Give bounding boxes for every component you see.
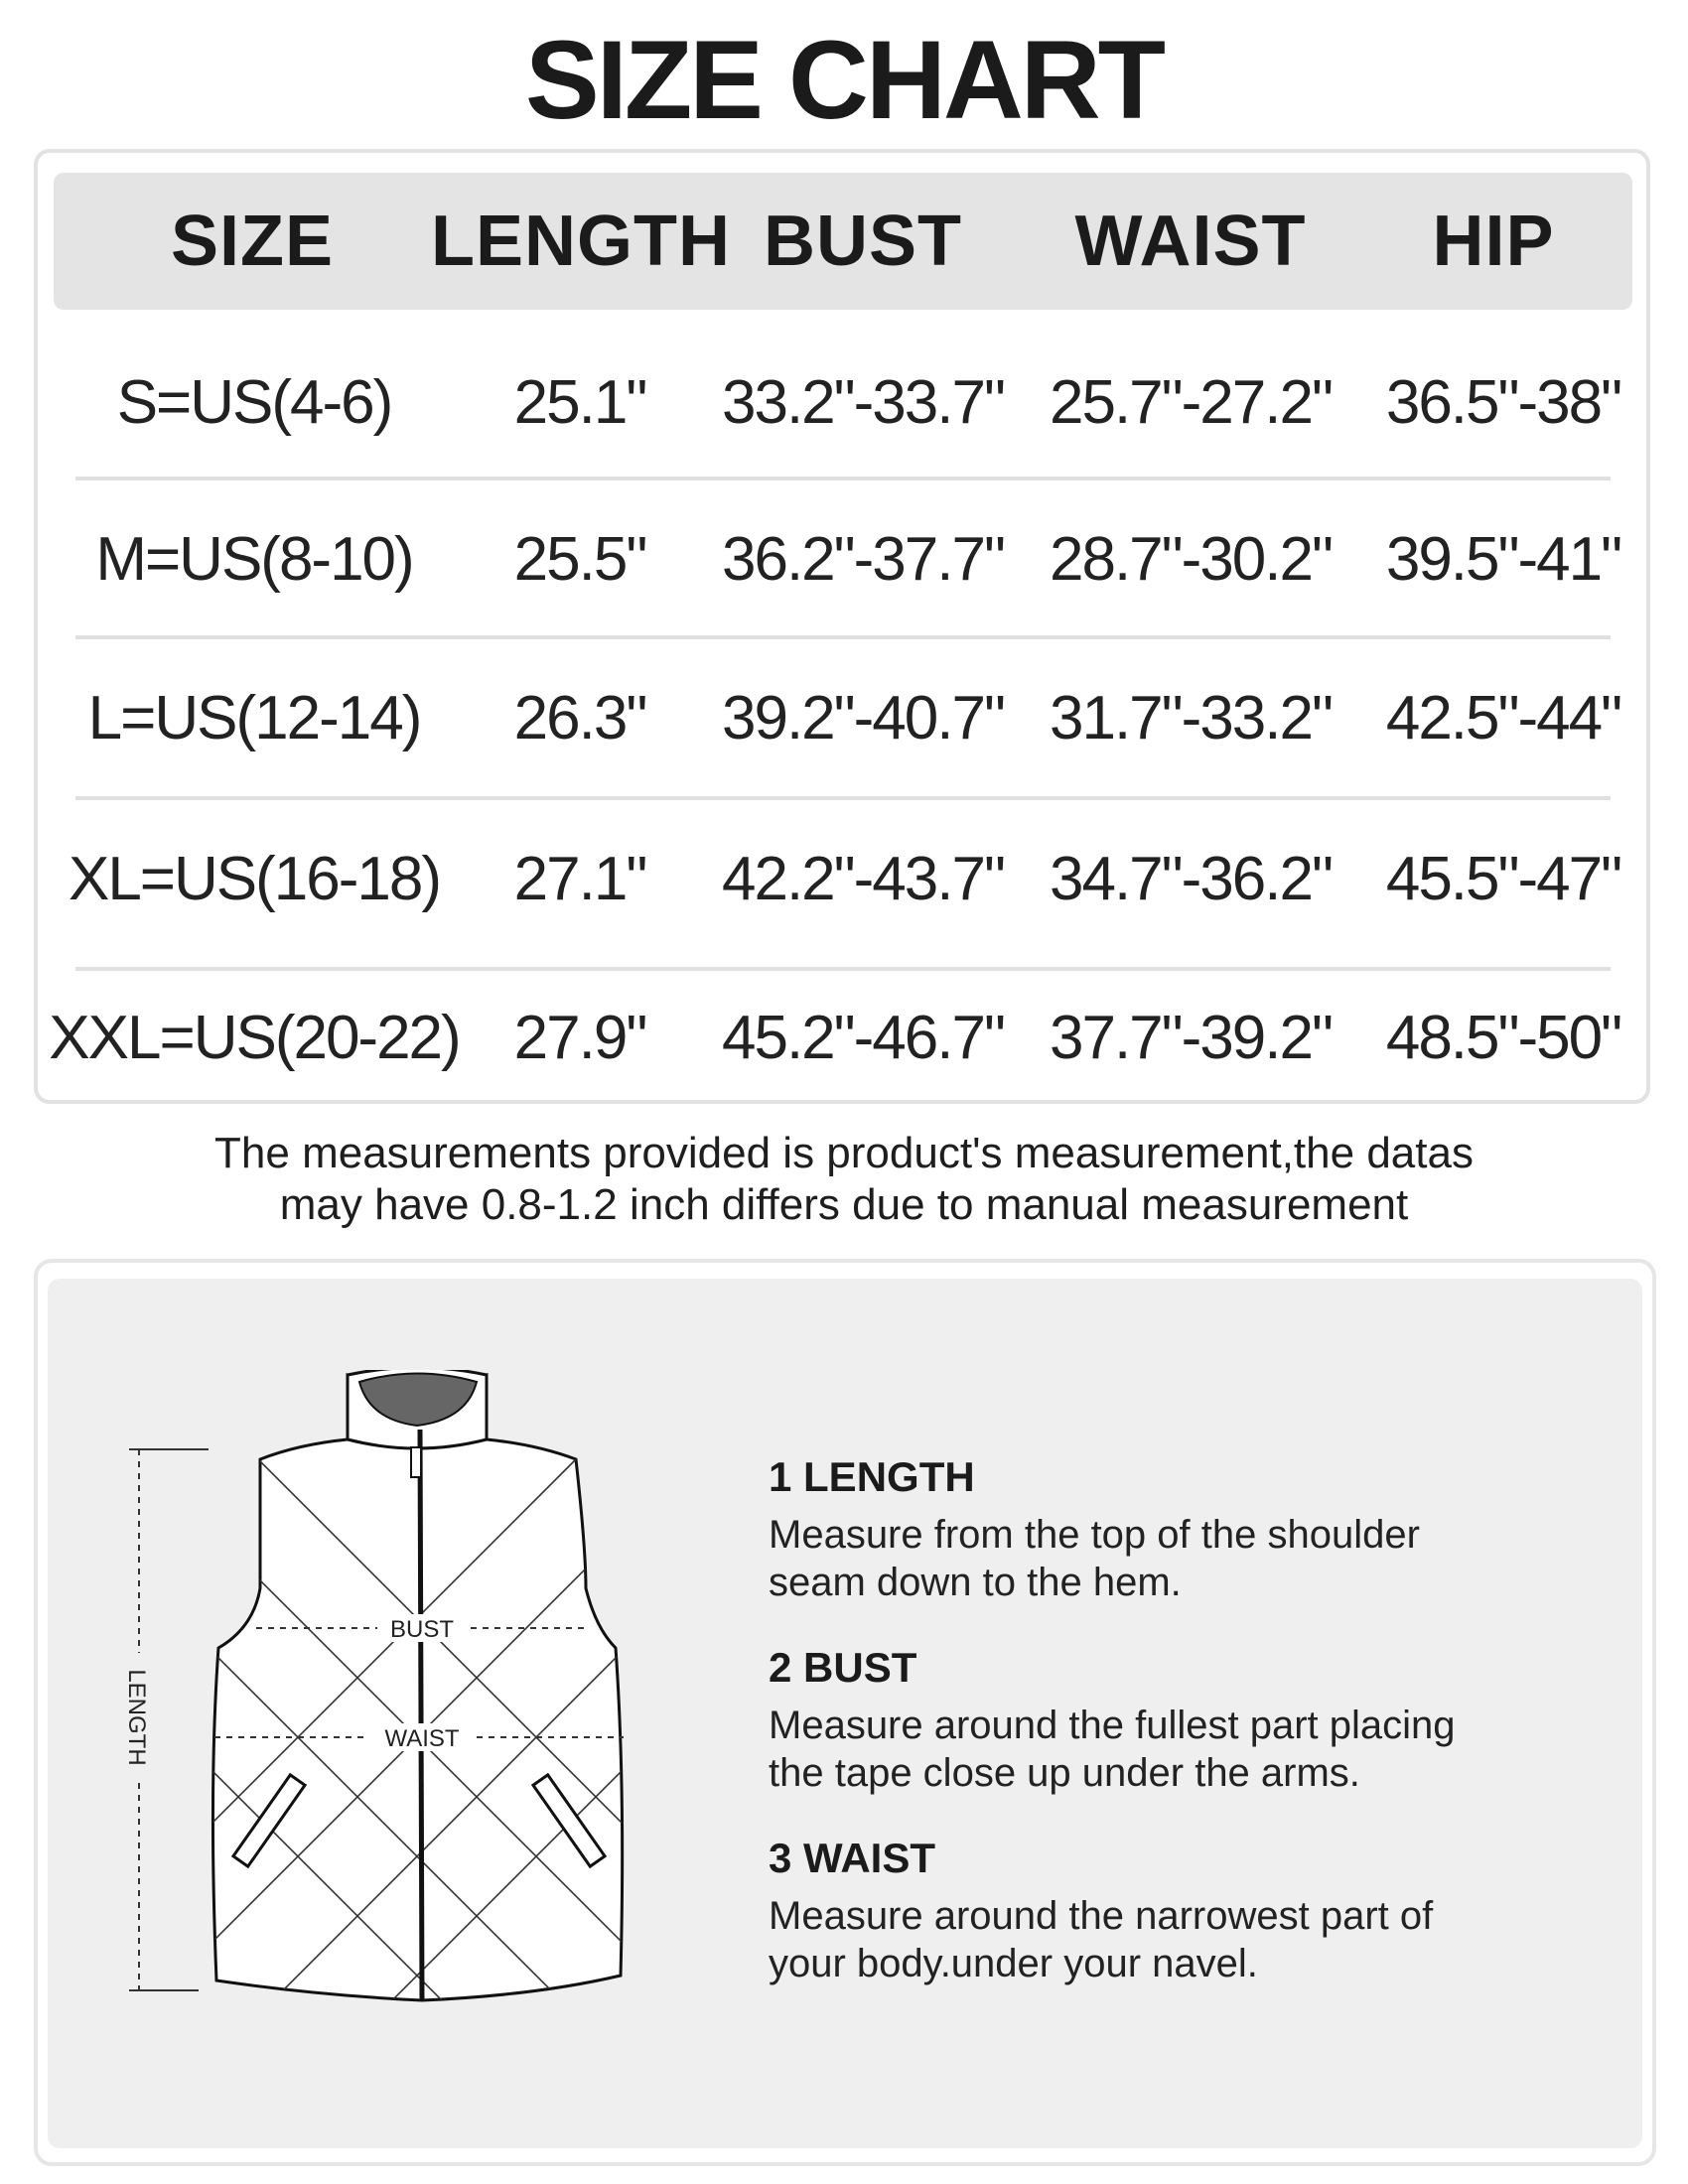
length-cell: 27.9": [513, 1004, 646, 1072]
row-divider: [75, 967, 1611, 971]
instruction-desc-line: seam down to the hem.: [769, 1561, 1182, 1604]
length-cell: 25.5": [513, 525, 646, 594]
bust-cell: 33.2"-33.7": [721, 368, 1004, 437]
size-cell: M=US(8-10): [95, 525, 413, 594]
column-header-size: SIZE: [170, 202, 335, 281]
hip-cell: 39.5"-41": [1385, 525, 1621, 594]
waist-cell: 37.7"-39.2": [1049, 1004, 1332, 1072]
table-row: [0, 979, 1688, 1098]
size-cell: L=US(12-14): [87, 684, 421, 752]
size-cell: XXL=US(20-22): [49, 1004, 460, 1072]
instruction-title: 2 BUST: [769, 1644, 917, 1691]
row-divider: [75, 635, 1611, 639]
instruction-desc-line: your body.under your navel.: [769, 1942, 1258, 1985]
waist-cell: 25.7"-27.2": [1049, 368, 1332, 437]
bust-cell: 45.2"-46.7": [721, 1004, 1004, 1072]
instruction-desc-line: the tape close up under the arms.: [769, 1751, 1360, 1795]
bust-cell: 36.2"-37.7": [721, 525, 1004, 594]
page-title: SIZE CHART: [525, 18, 1163, 142]
instruction-desc-line: Measure from the top of the shoulder: [769, 1513, 1420, 1557]
instruction-length: [769, 1451, 1622, 1606]
instruction-waist: [769, 1833, 1622, 1987]
column-header-hip: HIP: [1432, 202, 1555, 281]
column-header-bust: BUST: [764, 202, 962, 281]
instruction-title: 3 WAIST: [769, 1835, 936, 1881]
zipper-pull: [411, 1447, 421, 1477]
vest-illustration: [99, 1370, 655, 2005]
length-cell: 27.1": [513, 845, 646, 913]
instruction-desc-line: Measure around the fullest part placing: [769, 1704, 1456, 1747]
size-cell: XL=US(16-18): [68, 845, 441, 913]
hip-cell: 45.5"-47": [1385, 845, 1621, 913]
waist-cell: 31.7"-33.2": [1049, 684, 1332, 752]
row-divider: [75, 796, 1611, 800]
row-divider: [75, 477, 1611, 480]
table-row: [0, 659, 1688, 778]
length-cell: 25.1": [513, 368, 646, 437]
measurement-note-line-1: The measurements provided is product's measurement,the datas: [214, 1129, 1474, 1177]
table-row: [0, 500, 1688, 619]
instruction-desc-line: Measure around the narrowest part of: [769, 1894, 1434, 1938]
instruction-bust: [769, 1642, 1622, 1797]
column-header-length: LENGTH: [431, 202, 731, 281]
column-header-waist: WAIST: [1074, 202, 1307, 281]
hip-cell: 48.5"-50": [1385, 1004, 1621, 1072]
waist-label: WAIST: [384, 1725, 460, 1752]
table-row: [0, 820, 1688, 939]
hip-cell: 42.5"-44": [1385, 684, 1621, 752]
zipper: [420, 1430, 422, 2000]
bust-cell: 42.2"-43.7": [721, 845, 1004, 913]
waist-cell: 34.7"-36.2": [1049, 845, 1332, 913]
bust-cell: 39.2"-40.7": [721, 684, 1004, 752]
length-label: LENGTH: [123, 1669, 150, 1766]
hip-cell: 36.5"-38": [1385, 368, 1621, 437]
size-cell: S=US(4-6): [116, 368, 392, 437]
measurement-note-line-2: may have 0.8-1.2 inch differs due to manual measurement: [279, 1180, 1409, 1229]
waist-cell: 28.7"-30.2": [1049, 525, 1332, 594]
bust-label: BUST: [389, 1616, 455, 1643]
table-row: [0, 343, 1688, 463]
instruction-title: 1 LENGTH: [769, 1453, 975, 1500]
length-cell: 26.3": [513, 684, 646, 752]
